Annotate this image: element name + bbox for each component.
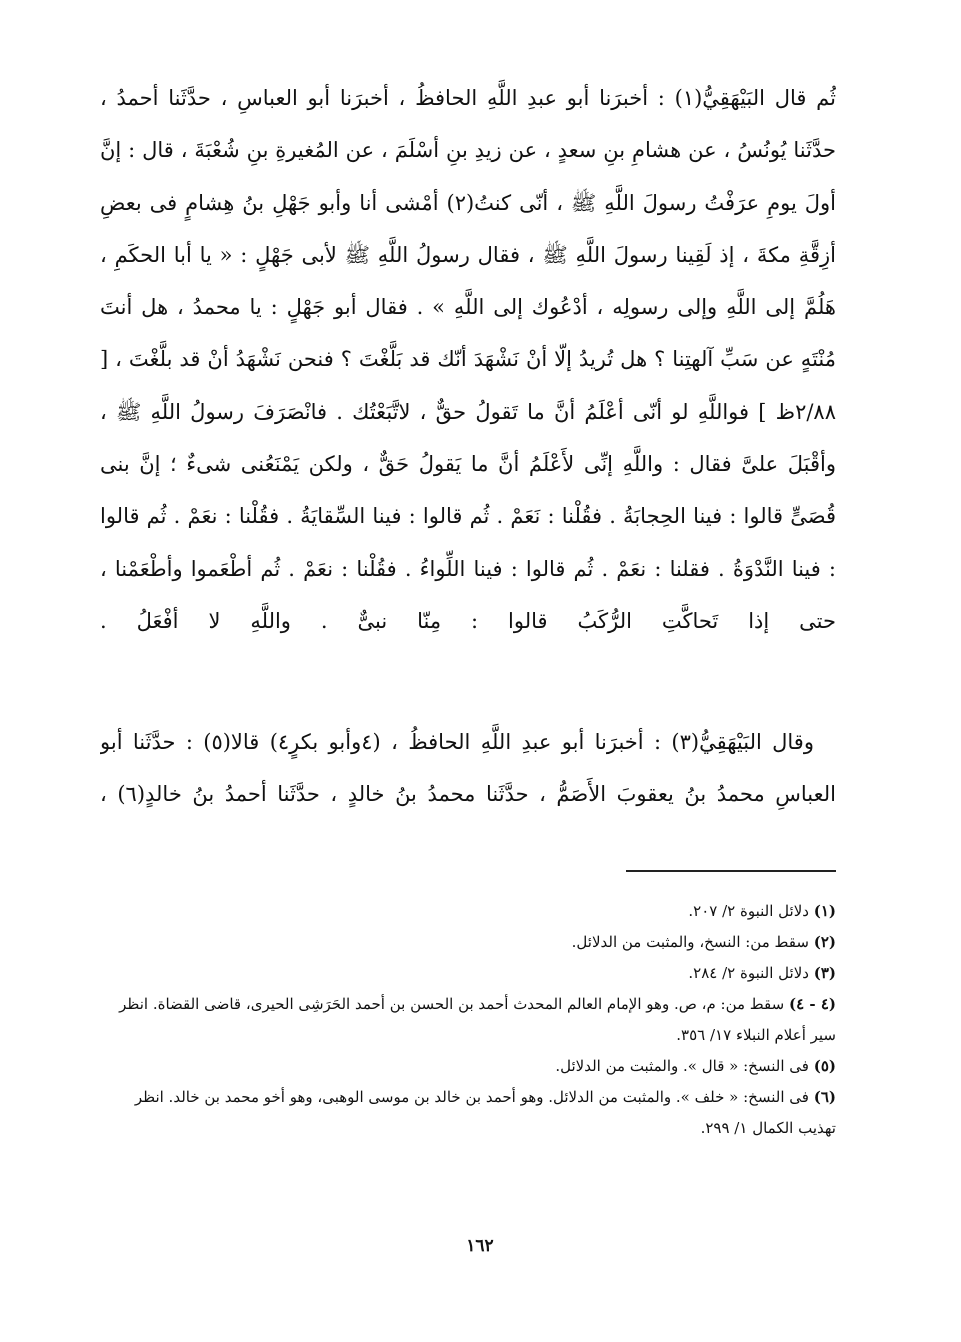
footnote-text: سقط من: م، ص. وهو الإمام العالم المحدث أحمد بن الحسن بن أحمد الحَرَشِى الحيرى، قاضى القضاة. انظر سير أعلام النبلاء ١٧/ ٣٥٦. [119, 995, 836, 1044]
footnote-2 [100, 927, 836, 958]
footnote-number: (١) [813, 902, 836, 920]
footnote-4 [100, 989, 836, 1051]
footnote-text: دلائل النبوة ٢/ ٢٠٧. [688, 902, 809, 920]
footnote-number: (٦) [813, 1088, 836, 1106]
footnote-separator [626, 870, 836, 872]
footnote-1 [100, 896, 836, 927]
footnote-number: (٣) [813, 964, 836, 982]
footnote-text: فى النسخ: « خلف ». والمثبت من الدلائل. وهو أحمد بن خالد بن موسى الوهبى، وهو أخو محمد بن خالد. انظر تهذيب الكمال ١/ ٢٩٩. [134, 1088, 836, 1137]
footnote-number: (٥) [813, 1057, 836, 1075]
footnote-3 [100, 958, 836, 989]
footnotes [100, 896, 836, 1144]
footnote-text: دلائل النبوة ٢/ ٢٨٤. [688, 964, 809, 982]
footnote-number: (٤ - ٤) [788, 995, 836, 1013]
footnote-number: (٢) [813, 933, 836, 951]
page-number: ١٦٢ [466, 1236, 494, 1256]
footnote-text: سقط من: النسخ، والمثبت من الدلائل. [571, 933, 809, 951]
main-text [100, 72, 836, 826]
paragraph-1: ثُم قال البَيْهَقِيُّ(١) : أخبرَنا أبو عبدِ اللَّهِ الحافظُ ، أخبرَنا أبو العباسِ ، حدَّثَنا أحمدُ ، حدَّثَنا يُونُسُ ، عن هشامِ بنِ سعدٍ ، عن زيدِ بنِ أسْلَمَ ، عن المُغيرةِ بنِ شُعْبَةَ ، قال : إنَّ أولَ يومِ عرَفْتُ رسولَ اللَّهِ ﷺ ، أنّى كنتُ(٢) أمْشى أنا وأبو جَهْلِ بنُ هِشامٍ فى بعضِ أزِقَّةِ مكةَ ، إذ لَقِينا رسولَ اللَّهِ ﷺ ، فقال رسولُ اللَّهِ ﷺ لأبى جَهْلٍ : « يا أبا الحكَمِ ، هَلُمَّ إلى اللَّهِ وإلى رسولِه ، أدْعُوك إلى اللَّهِ » . فقال أبو جَهْلٍ : يا محمدُ ، هل أنتَ مُنْتَهٍ عن سَبِّ آلهتِنا ؟ هل تُريدُ إلّا أنْ نَشْهَدَ أنّك قد بَلَّغْتَ ؟ فنحن نَشْهَدُ أنْ قد بلَّغْتَ ، [ ٢/٨٨ظ ] فواللَّهِ لو أنّى أعْلَمُ أنَّ ما تَقولُ حقٌّ ، لاتَّبَعْتُك . فانْصَرَفَ رسولُ اللَّهِ ﷺ ، وأقْبَلَ علىَّ فقال : واللَّهِ إنِّى لأَعْلَمُ أنَّ ما يَقولُ حَقٌّ ، ولكن يَمْنَعُنى شىءٌ ؛ إنَّ بنى قُصَىٍّ قالوا : فينا الحِجابَةُ . فقُلْنا : نَعَمْ . ثُم قالوا : فينا السِّقايَةُ . فقُلْنا : نعَمْ . ثُم قالوا : فينا النَّدْوَةُ . فقلنا : نعَمْ . ثُم قالوا : فينا اللِّواءُ . فقُلْنا : نعَمْ . ثُم أطْعَموا وأطْعَمْنا ، حتى إذا تَحاكَّتِ الرُّكَبُ قالوا : مِنّا نبىٌّ . واللَّهِ لا أفْعَلُ . [100, 86, 836, 633]
footnote-5 [100, 1051, 836, 1082]
paragraph-2: وقال البَيْهَقِيُّ(٣) : أخبرَنا أبو عبدِ اللَّهِ الحافظُ ، (٤وأبو بكرٍ٤) قالا(٥) : حدَّثَنا أبو العباسِ محمدُ بنُ يعقوبَ الأَصَمُّ ، حدَّثَنا محمدُ بنُ خالدٍ ، حدَّثَنا أحمدُ بنُ خالدٍ(٦) ، [100, 730, 836, 807]
footnote-text: فى النسخ: « قال ». والمثبت من الدلائل. [555, 1057, 809, 1075]
footnote-6 [100, 1082, 836, 1144]
